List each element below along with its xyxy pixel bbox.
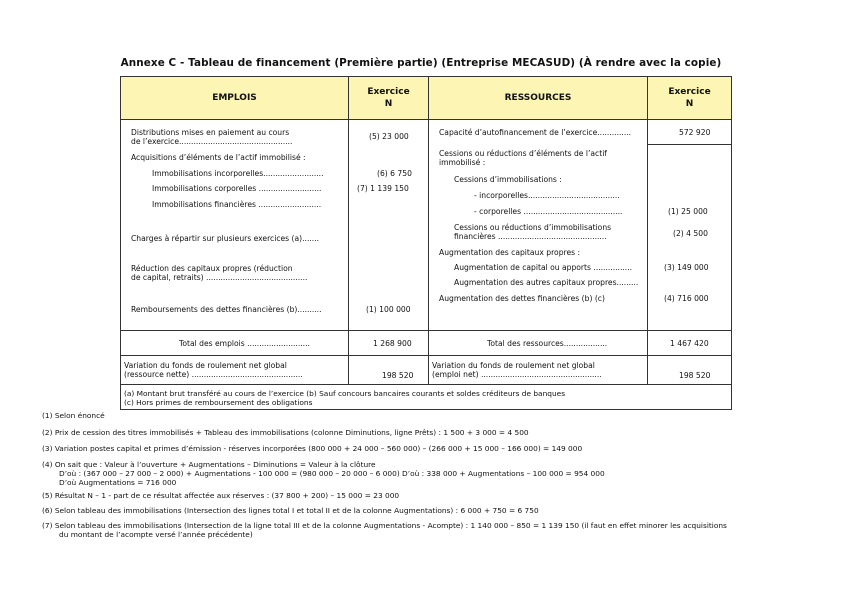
emplois-remboursements: Remboursements des dettes financières (b).......... [131,305,322,314]
footnote-2: (2) Prix de cession des titres immobilisés + Tableau des immobilisations (colonne Diminutions, ligne Prêts) : 1 500 + 3 000 = 4 500 [42,428,529,437]
footnote-3: (3) Variation postes capital et primes d’émission - réserves incorporées (800 000 + 24 000 – 560 000) – (266 000 + 15 000 – 166 000) = 149 000 [42,444,583,453]
header-exercice-emplois: Exercice N [349,77,429,120]
variation-emplois-label: Variation du fonds de roulement net global (ressource nette) .............................................. [121,356,349,385]
footnote-5: (5) Résultat N – 1 - part de ce résultat affectée aux réserves : (37 800 + 200) – 15 000 = 23 000 [42,491,400,500]
total-row [121,331,732,356]
table-note-1: (a) Montant brut transféré au cours de l’exercice (b) Sauf concours bancaires courants et soldes créditeurs de banques [124,389,566,398]
amt-aug-capital: (3) 149 000 [664,263,709,272]
total-ressources-amt: 1 467 420 [648,331,732,356]
emplois-acquisitions: Acquisitions d’éléments de l’actif immobilisé : [131,153,306,162]
emplois-immo-incorp: Immobilisations incorporelles......................... [152,169,324,178]
emplois-reduction-2: de capital, retraits) .......................................... [131,273,308,282]
amt-remboursements: (1) 100 000 [366,305,411,314]
ressources-cessions-fin-2: financières ............................................. [454,232,607,241]
amt-distributions: (5) 23 000 [369,132,409,141]
main-row [121,120,732,331]
footnote-6: (6) Selon tableau des immobilisations (Intersection des lignes total I et total II et de la colonne Augmentations) : 6 000 + 750 = 6 750 [42,506,539,515]
total-emplois-amt: 1 268 900 [349,331,429,356]
ressources-corporelles: - corporelles ......................................... [474,207,623,216]
variation-ressources-amt: 198 520 [648,356,732,385]
table-notes-text [124,389,565,407]
total-emplois-label: Total des emplois .......................... [121,331,349,356]
emplois-distributions-2: de l’exercice............................................... [131,137,293,146]
footnote-1: (1) Selon énoncé [42,411,105,420]
ressources-cessions-1: Cessions ou réductions d’éléments de l’actif [439,149,607,158]
amt-immo-incorp: (6) 6 750 [377,169,412,178]
emplois-charges: Charges à répartir sur plusieurs exercices (a)....... [131,234,320,243]
table-header-row [121,77,732,120]
amt-aug-dettes: (4) 716 000 [664,294,709,303]
header-exercice-ressources: Exercice N [648,77,732,120]
emplois-labels [121,120,349,331]
header-emplois: EMPLOIS [121,77,349,120]
footnote-4-line-2: D’où : (367 000 – 27 000 – 2 000) + Augmentations - 100 000 = (980 000 – 20 000 – 6 000) D’où : 338 000 + Augmentations – 100 000 = 954 000 [59,469,605,478]
footnote-7-line-2: du montant de l’acompte versé l’année précédente) [59,530,253,539]
amt-corporelles: (1) 25 000 [668,207,708,216]
amt-immo-corp: (7) 1 139 150 [357,184,409,193]
variation-ressources-label: Variation du fonds de roulement net global (emploi net) .................................................. [429,356,648,385]
emplois-immo-fin: Immobilisations financières .......................... [152,200,322,209]
total-ressources-label: Total des ressources.................. [429,331,648,356]
emplois-immo-corp: Immobilisations corporelles .......................... [152,184,322,193]
table-note-2: (c) Hors primes de remboursement des obligations [124,398,313,407]
ressources-aug-dettes: Augmentation des dettes financières (b) (c) [439,294,605,303]
footnote-4-line-1: (4) On sait que : Valeur à l’ouverture + Augmentations – Diminutions = Valeur à la clôture [42,460,376,469]
page-title: Annexe C - Tableau de financement (Première partie) (Entreprise MECASUD) (À rendre avec la copie) [120,57,722,69]
ressources-labels [429,120,648,331]
amt-cessions-fin: (2) 4 500 [673,229,708,238]
ressources-aug-autres: Augmentation des autres capitaux propres......... [454,278,639,287]
ressources-augmentation: Augmentation des capitaux propres : [439,248,581,257]
variation-emplois-amt: 198 520 [349,356,429,385]
footnote-4-line-3: D’où Augmentations = 716 000 [59,478,177,487]
amt-caf: 572 920 [679,128,711,137]
footnote-7-line-1: (7) Selon tableau des immobilisations (Intersection de la ligne total III et de la colonne Augmentations - Acompte) : 1 140 000 – 850 = 1 139 150 (il faut en effet minorer les acquisitions [42,521,727,530]
financing-table [120,76,732,410]
ressources-aug-capital: Augmentation de capital ou apports ................ [454,263,633,272]
ressources-amounts [648,120,732,331]
ressources-incorporelles: - incorporelles...................................... [474,191,620,200]
emplois-amounts [349,120,429,331]
emplois-distributions-1: Distributions mises en paiement au cours [131,128,290,137]
ressources-cessions-fin-1: Cessions ou réductions d’immobilisations [454,223,612,232]
header-ressources: RESSOURCES [429,77,648,120]
ressources-caf: Capacité d’autofinancement de l’exercice.............. [439,128,632,137]
variation-row [121,356,732,385]
ressources-cessions-2: immobilisé : [439,158,486,167]
emplois-reduction-1: Réduction des capitaux propres (réduction [131,264,293,273]
ressources-cessions-immo: Cessions d’immobilisations : [454,175,562,184]
